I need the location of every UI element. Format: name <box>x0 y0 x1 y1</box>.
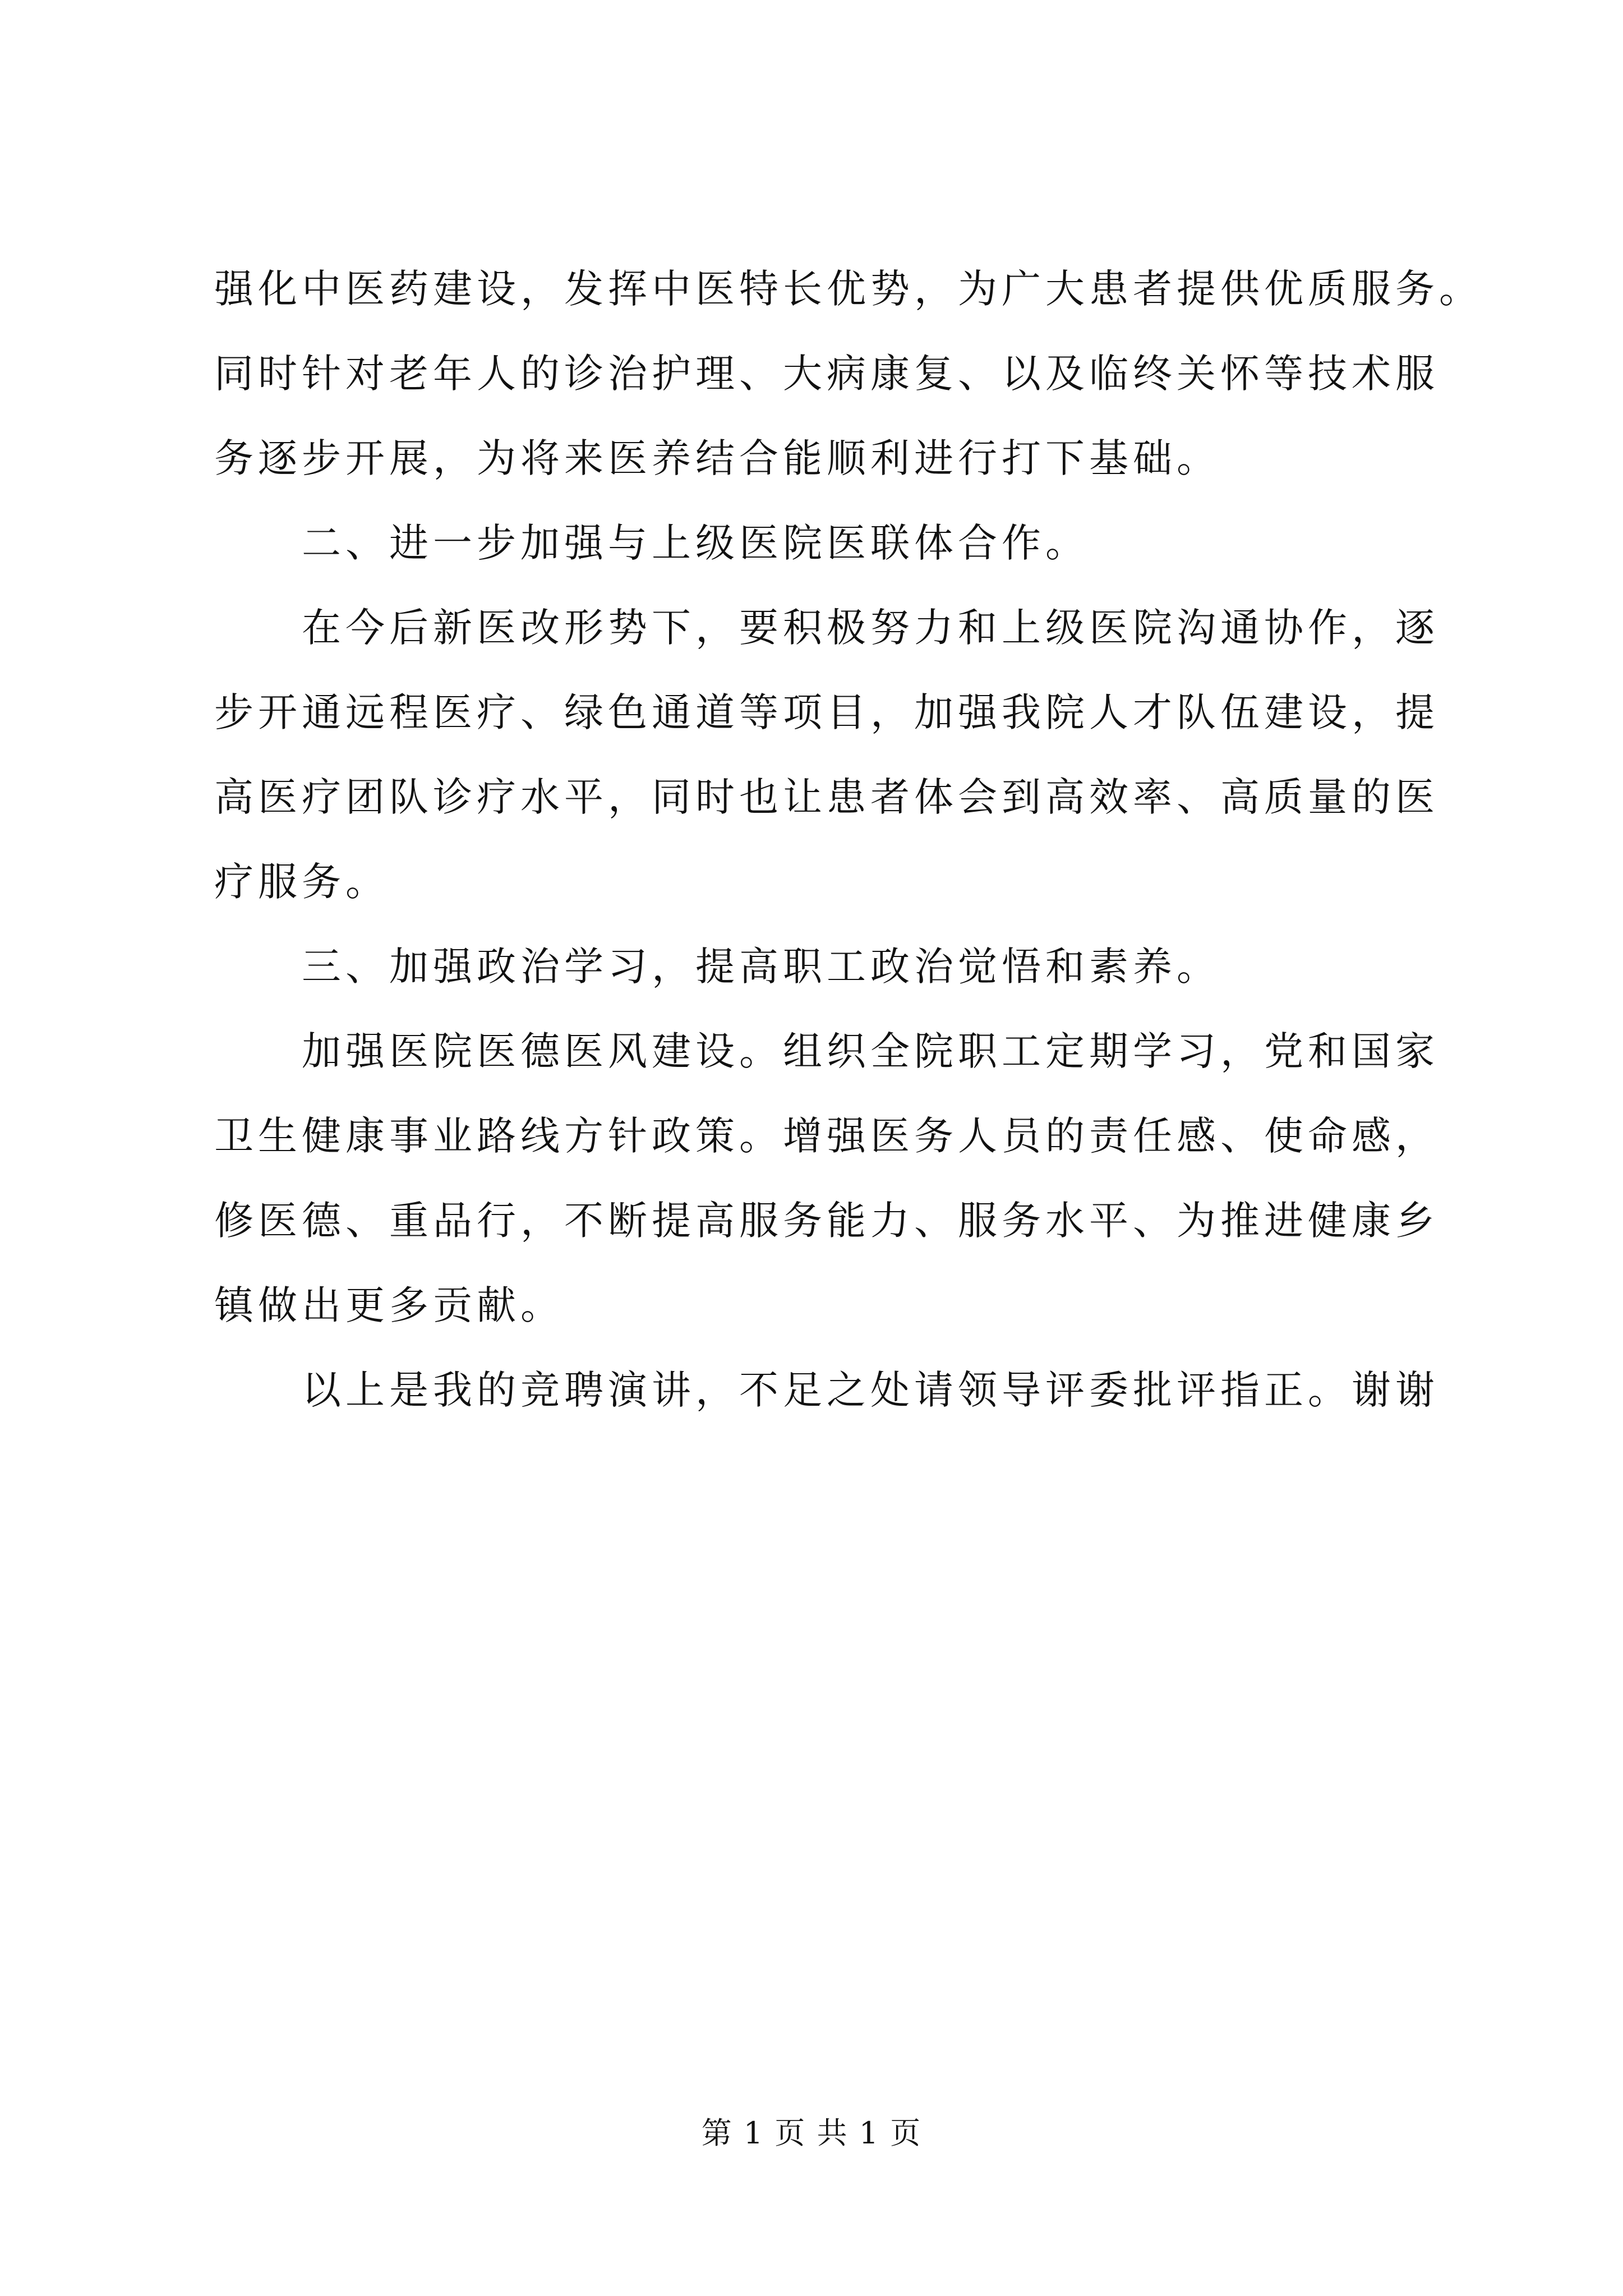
text-line: 强化中医药建设，发挥中医特长优势，为广大患者提供优质服务。 <box>214 266 1483 312</box>
text-line: 在今后新医改形势下，要积极努力和上级医院沟通协作，逐 <box>214 605 1439 651</box>
text-line: 镇做出更多贡献。 <box>214 1282 564 1328</box>
section-heading-2: 二、进一步加强与上级医院医联体合作。 <box>214 520 1089 566</box>
document-body <box>214 247 1483 1433</box>
section-heading-3: 三、加强政治学习，提高职工政治觉悟和素养。 <box>214 944 1220 990</box>
text-line: 同时针对老年人的诊治护理、大病康复、以及临终关怀等技术服 <box>214 351 1439 397</box>
text-line: 务逐步开展，为将来医养结合能顺利进行打下基础。 <box>214 435 1220 481</box>
text-line: 步开通远程医疗、绿色通道等项目，加强我院人才队伍建设，提 <box>214 689 1439 735</box>
text-line: 加强医院医德医风建设。组织全院职工定期学习，党和国家 <box>214 1028 1439 1074</box>
text-line: 修医德、重品行，不断提高服务能力、服务水平、为推进健康乡 <box>214 1198 1439 1244</box>
page-footer: 第 1 页 共 1 页 <box>701 2115 922 2151</box>
closing-line: 以上是我的竞聘演讲，不足之处请领导评委批评指正。谢谢 <box>214 1367 1439 1413</box>
text-line: 高医疗团队诊疗水平，同时也让患者体会到高效率、高质量的医 <box>214 774 1439 820</box>
text-line: 疗服务。 <box>214 859 389 905</box>
text-line: 卫生健康事业路线方针政策。增强医务人员的责任感、使命感， <box>214 1113 1439 1159</box>
